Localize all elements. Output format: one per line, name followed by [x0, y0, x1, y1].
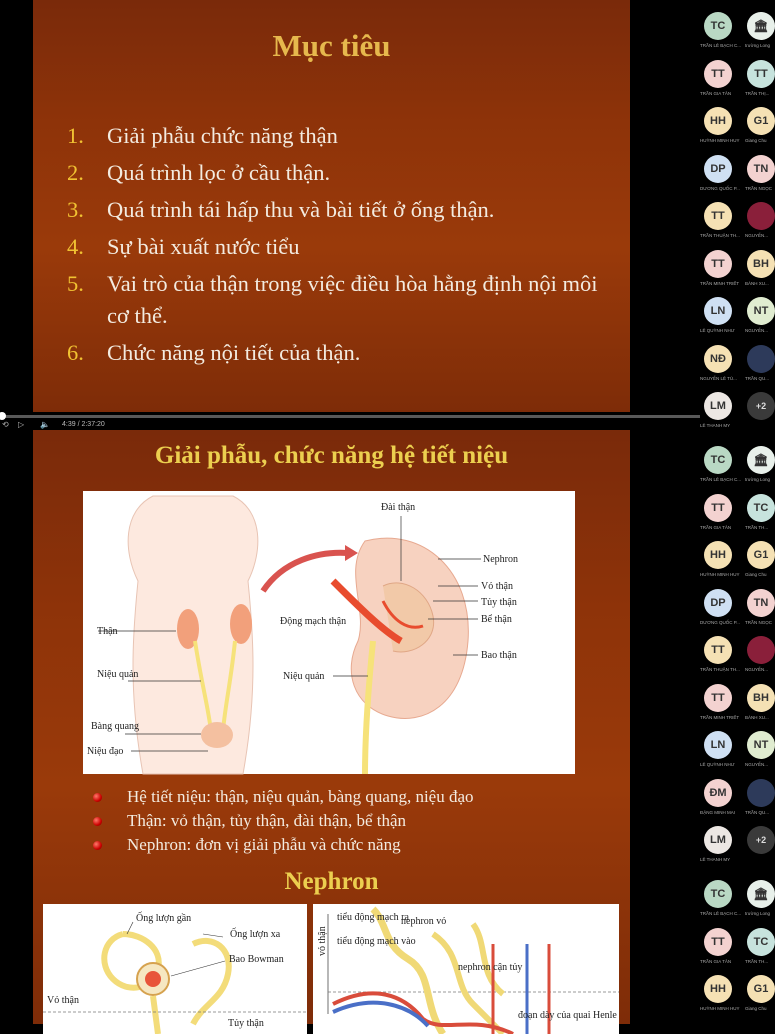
item-number: 4. [67, 234, 84, 259]
avatar[interactable]: HH [704, 541, 732, 569]
item-text: Quá trình tái hấp thu và bài tiết ở ống thận. [107, 197, 495, 222]
objective-item [67, 157, 607, 189]
section-title-nephron: Nephron [284, 868, 379, 895]
avatar[interactable]: HH [704, 975, 732, 1003]
participant-name: DƯƠNG QUỐC P... [700, 185, 740, 191]
profile-photo-icon[interactable] [747, 202, 775, 230]
participant-tile[interactable] [700, 822, 768, 870]
participant-tile[interactable] [700, 103, 768, 151]
avatar[interactable]: TT [704, 494, 732, 522]
participant-name: TRẦN LÊ BẠCH C... [700, 43, 742, 48]
avatar[interactable]: TT [704, 202, 732, 230]
distal-tubule-shape [193, 941, 229, 1024]
label-ong-luon-gan: Ống lượn gần [136, 913, 192, 924]
avatar[interactable]: TC [704, 446, 732, 474]
avatar[interactable]: G1 [747, 975, 775, 1003]
participant-name: TRẦN TH... [745, 958, 769, 964]
participant-name: DƯƠNG QUỐC P... [700, 619, 740, 625]
label-be-than: Bể thận [481, 614, 512, 625]
avatar[interactable]: G1 [747, 541, 775, 569]
avatar[interactable]: NT [747, 297, 775, 325]
participant-tile[interactable] [700, 246, 768, 294]
glomerulus-shape [145, 971, 161, 987]
participant-name: HUỲNH MINH HUY [700, 138, 740, 143]
participant-tile[interactable] [700, 537, 768, 585]
bullet-dot-icon [93, 793, 102, 802]
vein-shape [333, 1003, 428, 1026]
avatar[interactable]: TT [704, 250, 732, 278]
objective-item [67, 194, 607, 226]
participant-tile[interactable] [700, 388, 768, 436]
participant-name: TRẦN GIA TÂN [700, 524, 732, 530]
participant-tile[interactable] [700, 727, 768, 775]
avatar[interactable]: BH [747, 684, 775, 712]
participant-name: NGUYỄN... [745, 667, 769, 672]
participant-tile[interactable] [700, 585, 772, 633]
slide-objectives [33, 0, 630, 412]
objectives-list [67, 120, 607, 374]
nephron-types-diagram [313, 904, 619, 1034]
label-doan-day: đoạn dày của quai Henle [518, 1010, 617, 1021]
video-seekbar[interactable] [0, 413, 700, 431]
participant-name: BÀNH XU... [745, 280, 769, 286]
participant-name: TRẦN LÊ BẠCH C... [700, 911, 742, 916]
participant-tile[interactable] [700, 293, 768, 341]
label-vo-than: Vỏ thận [47, 995, 79, 1006]
participant-name: TRẦN TH... [745, 524, 769, 530]
bullet-dot-icon [93, 817, 102, 826]
participant-name: TRẦN NGỌC [745, 185, 772, 191]
participant-tile[interactable] [700, 490, 768, 538]
avatar[interactable]: TT [704, 684, 732, 712]
participant-name: HUỲNH MINH HUY [700, 1006, 740, 1011]
label-nieu-quan: Niệu quản [283, 671, 325, 682]
avatar[interactable]: LN [704, 297, 732, 325]
nephron-diagram [43, 904, 307, 1034]
item-number: 2. [67, 160, 84, 185]
avatar[interactable]: NT [747, 731, 775, 759]
participant-tile[interactable] [700, 8, 768, 56]
participant-tile[interactable] [700, 56, 768, 104]
loop-shape [153, 996, 158, 1034]
avatar[interactable]: TC [747, 928, 775, 956]
item-number: 3. [67, 197, 84, 222]
objective-item [67, 120, 607, 152]
urinary-system-diagram [83, 491, 575, 774]
avatar[interactable]: TT [747, 60, 775, 88]
label-nephron-vo: nephron vỏ [401, 916, 447, 927]
slide-title: Mục tiêu [272, 28, 391, 63]
avatar[interactable]: G1 [747, 107, 775, 135]
avatar[interactable]: TC [704, 880, 732, 908]
avatar[interactable]: TT [704, 636, 732, 664]
nephron-figure [43, 904, 307, 1034]
participant-name: Giang Chu [745, 1006, 767, 1011]
participant-name: TRẦN GIA TÂN [700, 90, 732, 96]
label-nieu-quan-left: Niệu quản [97, 669, 139, 680]
label-vo-than: Vỏ thận [481, 581, 513, 592]
item-text: Quá trình lọc ở cầu thận. [107, 160, 331, 185]
participant-name: TRẦN GIA TÂN [700, 958, 732, 964]
participant-name: HUỲNH MINH HUY [700, 572, 740, 577]
participant-name: TRẦN LÊ BẠCH C... [700, 477, 742, 482]
participant-name: TRẦN QU... [745, 375, 770, 381]
avatar[interactable]: ĐM [704, 779, 732, 807]
participant-tile[interactable] [700, 971, 768, 1019]
bank-logo-icon[interactable]: 🏛 [747, 880, 775, 908]
participant-tile[interactable] [700, 632, 768, 680]
label-nephron-can-tuy: nephron cận tủy [458, 962, 523, 973]
label-bao-than: Bao thận [481, 650, 517, 661]
avatar[interactable]: TT [704, 60, 732, 88]
participant-name: TRẦN THUẬN TH... [700, 667, 740, 672]
avatar[interactable]: TT [704, 928, 732, 956]
label-bang-quang: Bàng quang [91, 721, 140, 732]
participant-name: NGUYỄN LÊ TÚ... [700, 375, 737, 381]
label-tieu-dong-mach-vao: tiểu động mạch vào [337, 936, 416, 947]
avatar[interactable]: LM [704, 826, 732, 854]
seek-thumb[interactable] [0, 412, 6, 420]
participant-name: TRẦN THỊ... [745, 90, 770, 96]
slide-title: Giải phẫu, chức năng hệ tiết niệu [154, 442, 509, 469]
avatar[interactable]: TN [747, 155, 775, 183]
participant-tile[interactable] [700, 151, 772, 199]
bullet-list [89, 785, 609, 857]
item-text: Giải phẫu chức năng thận [107, 123, 338, 148]
avatar[interactable]: TC [704, 12, 732, 40]
participant-tile[interactable] [700, 198, 768, 246]
participant-name: trường Long [745, 911, 770, 916]
label-bao-bowman: Bao Bowman [229, 954, 284, 965]
rewind-icon[interactable]: ⟲ [2, 420, 9, 429]
volume-icon[interactable]: 🔈 [40, 420, 50, 429]
participant-name: NGUYỄN... [745, 762, 769, 767]
bullet-text: Thận: vỏ thận, tủy thận, đài thận, bể thận [127, 811, 407, 830]
urinary-system-figure [83, 491, 575, 774]
playback-time: 4:39 / 2:37:20 [62, 421, 105, 428]
participant-name: TRẦN MINH TRIẾT [700, 280, 740, 286]
bladder-shape [201, 722, 233, 748]
label-tuy-than: Tủy thận [481, 597, 517, 608]
participant-tile[interactable] [700, 775, 768, 823]
participant-name: LÊ QUỲNH NHƯ [700, 762, 735, 767]
slide-urinary-anatomy [33, 430, 630, 1029]
label-dai-than: Đài thận [381, 502, 416, 513]
participant-name: TRẦN QU... [745, 809, 770, 815]
item-number: 6. [67, 340, 84, 365]
participant-tile[interactable] [700, 341, 768, 389]
bullet-dot-icon [93, 841, 102, 850]
bullet-item [89, 833, 609, 857]
play-icon[interactable]: ▷ [18, 420, 25, 429]
label-nieu-dao: Niệu đạo [87, 746, 124, 757]
avatar[interactable]: LN [704, 731, 732, 759]
profile-photo-icon[interactable] [747, 779, 775, 807]
participant-name: NGUYỄN... [745, 328, 769, 333]
item-text: Vai trò của thận trong việc điều hòa hằng định nội môi cơ thể. [107, 271, 598, 328]
participant-name: LÊ QUỲNH NHƯ [700, 328, 735, 333]
label-than: Thận [97, 626, 118, 637]
bullet-item [89, 809, 609, 833]
item-text: Chức năng nội tiết của thận. [107, 340, 361, 365]
avatar[interactable]: NĐ [704, 345, 732, 373]
item-number: 5. [67, 271, 84, 296]
avatar[interactable]: HH [704, 107, 732, 135]
participant-name: trường Long [745, 43, 770, 48]
participant-name: trường Long [745, 477, 770, 482]
avatar[interactable]: TC [747, 494, 775, 522]
avatar[interactable]: LM [704, 392, 732, 420]
bank-logo-icon[interactable]: 🏛 [747, 446, 775, 474]
label-nephron: Nephron [483, 554, 518, 565]
objective-item [67, 231, 607, 263]
participant-name: NGUYỄN... [745, 233, 769, 238]
participant-tile[interactable] [700, 442, 768, 490]
participant-name: LÊ THANH MY [700, 423, 731, 428]
label-dong-mach-than: Động mạch thận [280, 616, 347, 627]
bullet-item [89, 785, 609, 809]
profile-photo-icon[interactable] [747, 345, 775, 373]
seek-track[interactable] [0, 415, 700, 418]
bank-logo-icon[interactable]: 🏛 [747, 12, 775, 40]
arrow-head [345, 545, 358, 561]
avatar[interactable]: DP [704, 155, 732, 183]
avatar[interactable]: BH [747, 250, 775, 278]
avatar[interactable]: +2 [747, 826, 775, 854]
avatar[interactable]: DP [704, 589, 732, 617]
tubule-shape [473, 924, 503, 994]
item-text: Sự bài xuất nước tiểu [107, 234, 300, 259]
participant-tile[interactable] [700, 876, 768, 924]
participant-name: ĐẶNG MINH MAI [700, 809, 736, 815]
participant-name: Giang Chu [745, 138, 767, 143]
bullet-text: Nephron: đơn vị giải phẫu và chức năng [127, 835, 401, 854]
item-number: 1. [67, 123, 84, 148]
label-vo-than-vertical: vỏ thận [317, 926, 328, 956]
participant-name: TRẦN NGỌC [745, 619, 772, 625]
label-tuy-than: Tủy thận [228, 1018, 264, 1029]
profile-photo-icon[interactable] [747, 636, 775, 664]
participant-tile[interactable] [700, 924, 768, 972]
label-ong-luon-xa: Ống lượn xa [230, 929, 281, 940]
participant-name: TRẦN THUẬN TH... [700, 233, 740, 238]
participant-name: TRẦN MINH TRIẾT [700, 714, 740, 720]
kidney-right-shape [230, 604, 252, 644]
bullet-text: Hệ tiết niệu: thận, niệu quản, bàng quang, niệu đạo [127, 787, 474, 806]
objective-item [67, 337, 607, 369]
participant-tile[interactable] [700, 680, 768, 728]
avatar[interactable]: +2 [747, 392, 775, 420]
objective-item [67, 268, 607, 332]
nephron-types-figure [313, 904, 619, 1034]
participant-name: BÀNH XU... [745, 714, 769, 720]
label-tieu-dong-mach-ra: tiểu động mạch ra [337, 912, 409, 923]
cortical-nephron-shape [373, 909, 443, 1034]
participant-name: LÊ THANH MY [700, 857, 731, 862]
avatar[interactable]: TN [747, 589, 775, 617]
participant-name: Giang Chu [745, 572, 767, 577]
